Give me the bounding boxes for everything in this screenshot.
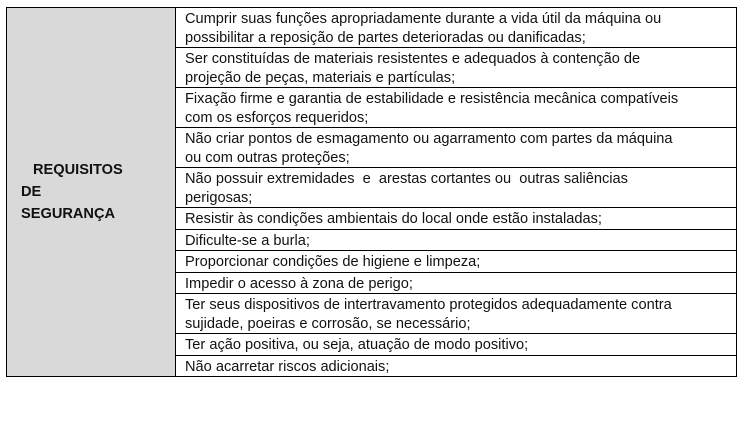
requirement-cell: [176, 355, 737, 377]
requirement-line: ou com outras proteções;: [185, 149, 350, 166]
label-line: DE: [21, 184, 42, 200]
requirement-line: Resistir às condições ambientais do local onde estão instaladas;: [185, 211, 602, 227]
requirement-line: Cumprir suas funções apropriadamente durante a vida útil da máquina ou: [185, 11, 662, 27]
requirement-cell: [176, 208, 737, 230]
requirement-line: Não acarretar riscos adicionais;: [185, 358, 390, 375]
requirement-line: Não criar pontos de esmagamento ou agarramento com partes da máquina: [185, 131, 673, 147]
requirement-line: perigosas;: [185, 189, 253, 206]
requirement-line: Ser constituídas de materiais resistentes e adequados à contenção de: [185, 51, 641, 67]
requirement-cell: [176, 8, 737, 48]
requirement-cell: [176, 168, 737, 208]
safety-requirements-table: [6, 7, 737, 377]
requirement-line: Fixação firme e garantia de estabilidade e resistência mecânica compatíveis: [185, 91, 679, 107]
requirement-line: sujidade, poeiras e corrosão, se necessário;: [185, 315, 471, 332]
requirement-line: Ter seus dispositivos de intertravamento protegidos adequadamente contra: [185, 297, 672, 313]
requirement-line: Proporcionar condições de higiene e limpeza;: [185, 254, 481, 270]
requirements-table-container: [6, 7, 737, 377]
requirement-cell: [176, 251, 737, 273]
requirement-cell: [176, 272, 737, 294]
requirement-line: com os esforços requeridos;: [185, 109, 369, 126]
requirement-cell: [176, 48, 737, 88]
label-line: SEGURANÇA: [21, 206, 116, 222]
requirement-line: projeção de peças, materiais e partículas;: [185, 69, 456, 86]
label-line: REQUISITOS: [33, 162, 123, 178]
requirement-line: Ter ação positiva, ou seja, atuação de modo positivo;: [185, 337, 529, 353]
requirement-line: Não possuir extremidades e arestas cortantes ou outras saliências: [185, 171, 628, 187]
requirement-cell: [176, 128, 737, 168]
requirement-cell: [176, 229, 737, 251]
requirement-cell: [176, 334, 737, 356]
requirement-line: possibilitar a reposição de partes deterioradas ou danificadas;: [185, 29, 586, 46]
requirements-label-cell: [7, 8, 176, 377]
requirement-line: Dificulte-se a burla;: [185, 232, 310, 249]
table-row: [7, 8, 737, 48]
requirement-line: Impedir o acesso à zona de perigo;: [185, 275, 413, 292]
requirement-cell: [176, 88, 737, 128]
requirement-cell: [176, 294, 737, 334]
